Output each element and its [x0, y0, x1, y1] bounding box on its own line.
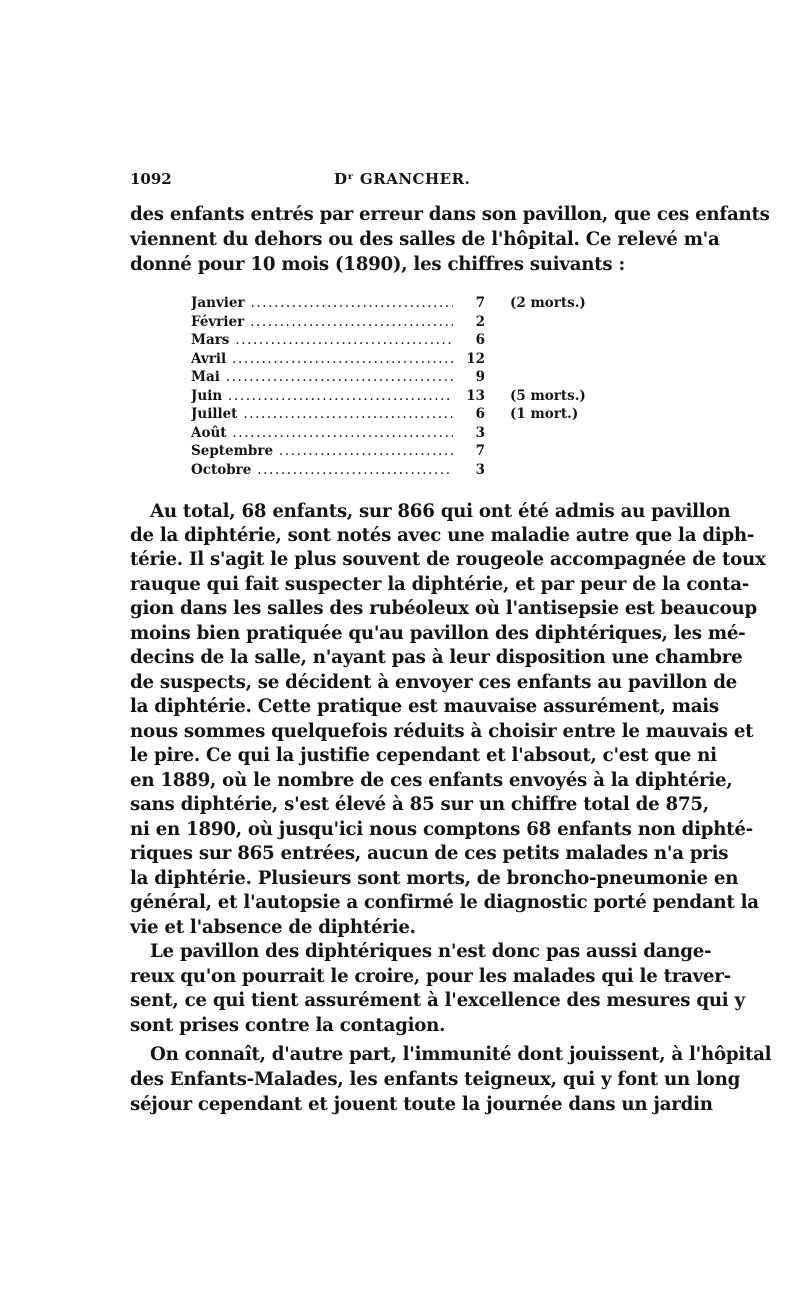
month-label: Septembre .....	[191, 442, 453, 461]
table-row	[191, 368, 611, 387]
table-row	[191, 387, 611, 406]
month-label: Octobre .....	[191, 461, 453, 480]
text-line: Au total, 68 enfants, sur 866 qui ont été admis au pavillon	[150, 501, 731, 522]
text-line: decins de la salle, n'ayant pas à leur disposition une chambre	[130, 647, 743, 668]
text-line: ni en 1890, où jusqu'ici nous comptons 68 enfants non diphté-	[130, 819, 753, 840]
table-row	[191, 294, 611, 313]
text-line: de la diphtérie, sont notés avec une maladie autre que la diph-	[130, 525, 755, 546]
text-line: riques sur 865 entrées, aucun de ces petits malades n'a pris	[130, 843, 729, 864]
text-line: viennent du dehors ou des salles de l'hôpital. Ce relevé m'a	[130, 229, 720, 250]
month-label: Août .....	[191, 424, 453, 443]
text-line: donné pour 10 mois (1890), les chiffres suivants :	[130, 254, 625, 275]
text-line: sent, ce qui tient assurément à l'excellence des mesures qui y	[130, 990, 745, 1011]
text-line: nous sommes quelquefois réduits à choisir entre le mauvais et	[130, 721, 754, 742]
text-line: vie et l'absence de diphtérie.	[130, 917, 416, 938]
table-row	[191, 424, 611, 443]
month-label: Février .....	[191, 313, 453, 332]
text-line: sans diphtérie, s'est élevé à 85 sur un chiffre total de 875,	[130, 794, 709, 815]
month-count: 3	[475, 461, 485, 478]
text-line: Le pavillon des diphtériques n'est donc pas aussi dange-	[150, 941, 712, 962]
running-title: Dʳ GRANCHER.	[334, 170, 471, 188]
month-count: 12	[466, 350, 485, 367]
running-head	[130, 170, 660, 194]
table-row	[191, 313, 611, 332]
table-row	[191, 331, 611, 350]
month-label: Mars .....	[191, 331, 453, 350]
table-row	[191, 405, 611, 424]
month-count: 9	[475, 369, 485, 385]
table-row	[191, 350, 611, 369]
month-count: 2	[475, 313, 485, 330]
month-label: Mai .....	[191, 368, 453, 387]
month-count: 7	[475, 295, 485, 311]
text-line: la diphtérie. Cette pratique est mauvaise assurément, mais	[130, 696, 719, 717]
page-number: 1092	[130, 170, 172, 188]
death-note: (1 mort.)	[510, 406, 579, 422]
month-label: Juillet .....	[191, 405, 453, 424]
text-line: reux qu'on pourrait le croire, pour les malades qui le traver-	[130, 966, 731, 987]
month-count: 13	[466, 387, 485, 404]
death-note: (2 morts.)	[510, 295, 586, 311]
month-label: Avril .....	[191, 350, 453, 369]
monthly-admissions-table	[191, 294, 611, 479]
month-count: 7	[475, 443, 485, 459]
month-count: 6	[475, 332, 485, 348]
text-line: sont prises contre la contagion.	[130, 1015, 446, 1036]
text-line: rauque qui fait suspecter la diphtérie, et par peur de la conta-	[130, 574, 750, 595]
month-count: 6	[475, 406, 485, 422]
text-line: séjour cependant et jouent toute la journée dans un jardin	[130, 1094, 713, 1115]
text-line: térie. Il s'agit le plus souvent de rougeole accompagnée de toux	[130, 549, 766, 570]
text-line: des enfants entrés par erreur dans son pavillon, que ces enfants	[130, 204, 770, 225]
text-line: des Enfants-Malades, les enfants teigneux, qui y font un long	[130, 1069, 741, 1090]
text-line: la diphtérie. Plusieurs sont morts, de broncho-pneumonie en	[130, 868, 739, 889]
month-count: 3	[475, 424, 485, 441]
month-label: Janvier .....	[191, 294, 453, 313]
text-line: général, et l'autopsie a confirmé le diagnostic porté pendant la	[130, 892, 759, 913]
death-note: (5 morts.)	[510, 387, 586, 404]
text-line: gion dans les salles des rubéoleux où l'antisepsie est beaucoup	[130, 598, 757, 619]
text-line: en 1889, où le nombre de ces enfants envoyés à la diphtérie,	[130, 770, 733, 791]
table-row	[191, 442, 611, 461]
table-row	[191, 461, 611, 480]
text-line: le pire. Ce qui la justifie cependant et l'absout, c'est que ni	[130, 745, 717, 766]
text-line: moins bien pratiquée qu'au pavillon des diphtériques, les mé-	[130, 623, 746, 644]
text-line: On connaît, d'autre part, l'immunité dont jouissent, à l'hôpital	[150, 1044, 772, 1065]
text-line: de suspects, se décident à envoyer ces enfants au pavillon de	[130, 672, 737, 693]
month-label: Juin .....	[191, 387, 453, 406]
